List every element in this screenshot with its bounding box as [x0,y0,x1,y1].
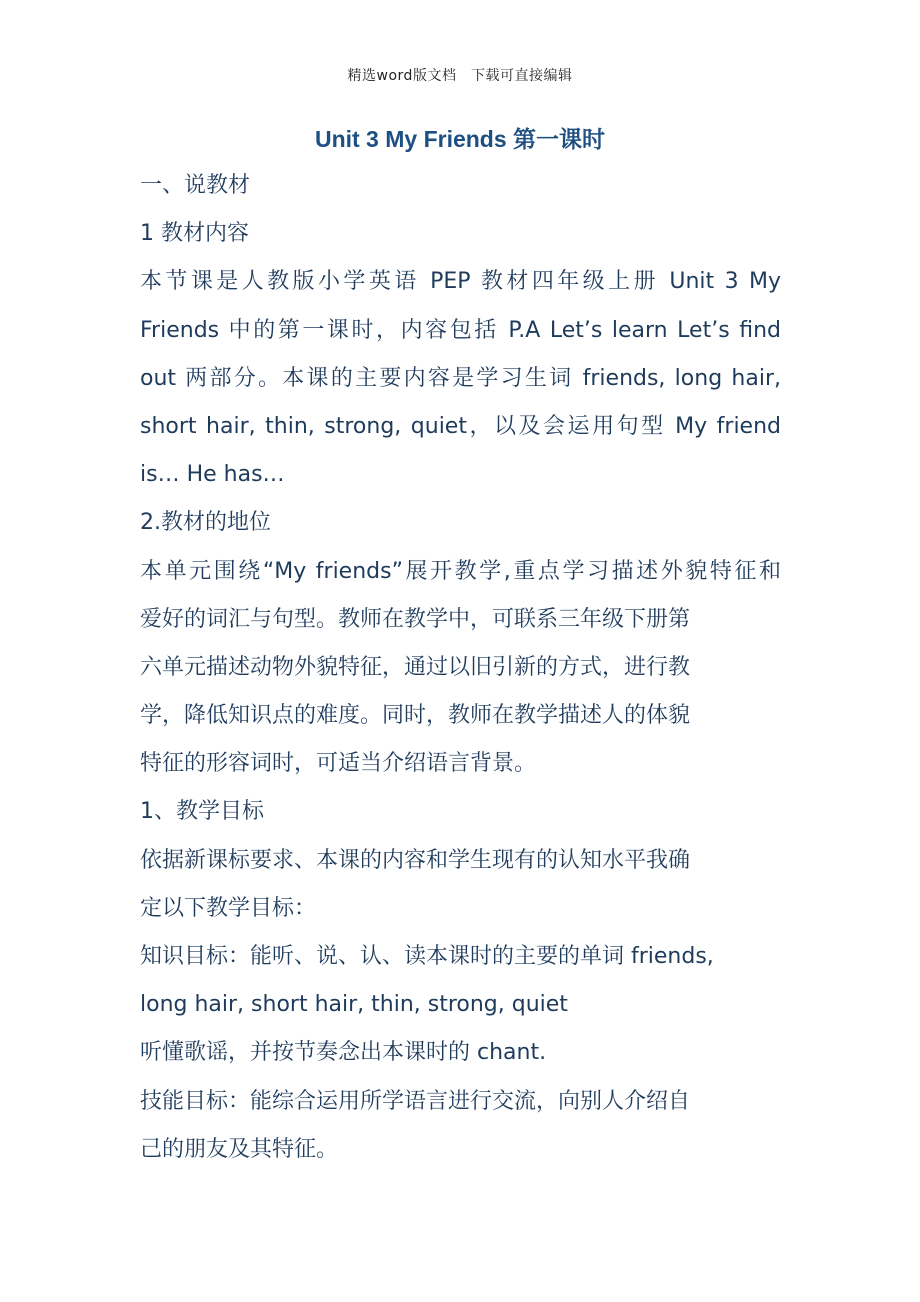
paragraph-line: 知识目标：能听、说、认、读本课时的主要的单词 friends, [140,944,714,969]
paragraph-line: 特征的形容词时，可适当介绍语言背景。 [140,751,537,777]
paragraph-line: 技能目标：能综合运用所学语言进行交流，向别人介绍自 [140,1088,691,1114]
page-header-note: 精选word版文档 下载可直接编辑 [347,68,573,84]
paragraph-line: is… He has… [140,462,285,488]
paragraph-line: 听懂歌谣，并按节奏念出本课时的 chant. [140,1040,547,1066]
paragraph-line: 依据新课标要求、本课的内容和学生现有的认知水平我确 [140,847,691,873]
paragraph-line: short hair, thin, strong, quiet，以及会运用句型 My friend [140,413,781,439]
paragraph-line: 爱好的词汇与句型。教师在教学中，可联系三年级下册第 [140,606,691,632]
paragraph-line: 学，降低知识点的难度。同时，教师在教学描述人的体貌 [140,703,691,729]
paragraph-line: 定以下教学目标： [140,895,317,921]
paragraph-line: 己的朋友及其特征。 [140,1136,339,1162]
subheading-teaching-objectives: 1、教学目标 [140,799,264,825]
paragraph-line: out 两部分。本课的主要内容是学习生词 friends, long hair, [140,365,781,391]
paragraph-line: 本节课是人教版小学英语 PEP 教材四年级上册 Unit 3 My [140,269,781,295]
subheading-material-status: 2.教材的地位 [140,510,271,536]
paragraph-line: 六单元描述动物外貌特征，通过以旧引新的方式，进行教 [140,654,691,680]
paragraph-line: 本单元围绕“My friends”展开教学,重点学习描述外貌特征和 [140,558,781,584]
section-heading-teaching-material: 一、说教材 [140,173,251,198]
paragraph-line: long hair, short hair, thin, strong, quiet [140,992,568,1018]
paragraph-line: Friends 中的第一课时，内容包括 P.A Let’s learn Let’s find [140,317,781,343]
document-body [140,162,781,1174]
document-title: Unit 3 My Friends 第一课时 [314,126,606,152]
subheading-material-content: 1 教材内容 [140,221,249,247]
